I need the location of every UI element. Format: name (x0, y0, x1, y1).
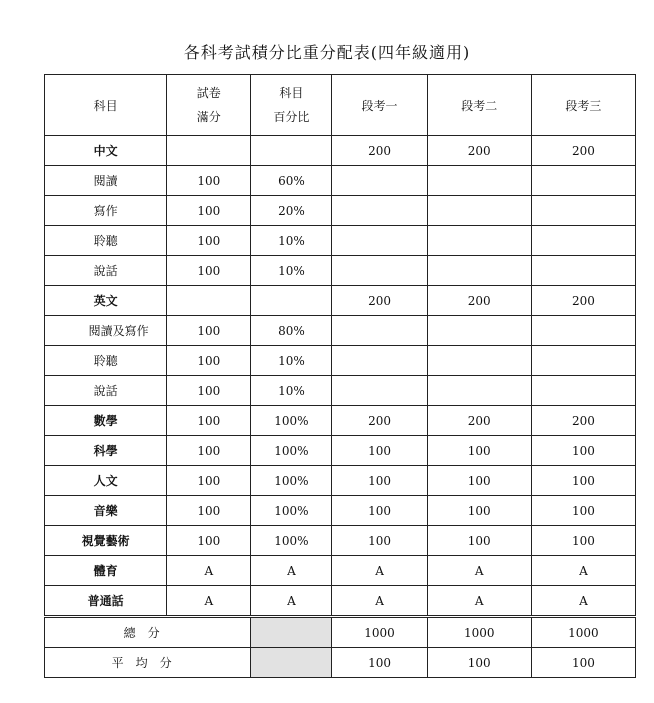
header-percentage (251, 75, 332, 136)
table-row (45, 166, 636, 196)
percentage-cell: A (251, 556, 332, 586)
exam-3-cell (531, 316, 635, 346)
exam-1-cell: 200 (332, 136, 427, 166)
full-score-cell: 100 (167, 466, 251, 496)
full-score-cell: 100 (167, 406, 251, 436)
exam-3-cell (531, 346, 635, 376)
exam-1-cell (332, 196, 427, 226)
full-score-cell: 100 (167, 436, 251, 466)
exam-1-cell (332, 346, 427, 376)
subject-cell: 音樂 (45, 496, 167, 526)
exam-2-cell (427, 196, 531, 226)
exam-1-cell: 100 (332, 526, 427, 556)
total-blank-cell (251, 617, 332, 648)
average-row (45, 648, 636, 678)
percentage-cell: 100% (251, 526, 332, 556)
score-weight-table (44, 74, 636, 678)
exam-2-cell (427, 166, 531, 196)
percentage-cell: 20% (251, 196, 332, 226)
subject-cell: 英文 (45, 286, 167, 316)
full-score-cell: 100 (167, 256, 251, 286)
total-label: 總分 (45, 617, 251, 648)
exam-1-cell (332, 376, 427, 406)
subject-cell: 閱讀及寫作 (45, 316, 167, 346)
exam-2-cell: A (427, 586, 531, 617)
percentage-cell (251, 136, 332, 166)
percentage-cell: 10% (251, 346, 332, 376)
full-score-cell: 100 (167, 496, 251, 526)
exam-1-cell (332, 226, 427, 256)
exam-3-cell: 100 (531, 496, 635, 526)
subject-cell: 中文 (45, 136, 167, 166)
exam-2-cell (427, 316, 531, 346)
average-blank-cell (251, 648, 332, 678)
percentage-cell: 60% (251, 166, 332, 196)
subject-cell: 科學 (45, 436, 167, 466)
table-row (45, 436, 636, 466)
header-exam-1: 段考一 (332, 75, 427, 136)
exam-3-cell: 100 (531, 526, 635, 556)
percentage-cell: 100% (251, 436, 332, 466)
table-row (45, 256, 636, 286)
header-percentage-line2: 百分比 (273, 110, 310, 124)
exam-1-cell (332, 166, 427, 196)
header-full-score-line2: 滿分 (196, 110, 221, 124)
average-exam-1: 100 (332, 648, 427, 678)
percentage-cell: 10% (251, 376, 332, 406)
table-row (45, 226, 636, 256)
exam-3-cell: 100 (531, 436, 635, 466)
full-score-cell: 100 (167, 346, 251, 376)
subject-cell: 說話 (45, 256, 167, 286)
full-score-cell (167, 136, 251, 166)
exam-2-cell: 100 (427, 466, 531, 496)
subject-cell: 視覺藝術 (45, 526, 167, 556)
exam-1-cell: 100 (332, 496, 427, 526)
table-row (45, 586, 636, 617)
table-row (45, 406, 636, 436)
exam-2-cell: 200 (427, 406, 531, 436)
table-row (45, 346, 636, 376)
percentage-cell (251, 286, 332, 316)
full-score-cell: 100 (167, 196, 251, 226)
average-exam-2: 100 (427, 648, 531, 678)
exam-2-cell (427, 226, 531, 256)
full-score-cell: 100 (167, 376, 251, 406)
exam-3-cell (531, 256, 635, 286)
percentage-cell: 100% (251, 496, 332, 526)
percentage-cell: 80% (251, 316, 332, 346)
full-score-cell: 100 (167, 316, 251, 346)
full-score-cell: 100 (167, 526, 251, 556)
percentage-cell: 100% (251, 466, 332, 496)
exam-1-cell: 200 (332, 286, 427, 316)
percentage-cell: 10% (251, 256, 332, 286)
page-title: 各科考試積分比重分配表(四年級適用) (183, 43, 471, 62)
average-label: 平均分 (45, 648, 251, 678)
header-exam-2: 段考二 (427, 75, 531, 136)
header-subject: 科目 (45, 75, 167, 136)
subject-cell: 聆聽 (45, 346, 167, 376)
exam-2-cell (427, 346, 531, 376)
table-row (45, 376, 636, 406)
table-row (45, 136, 636, 166)
subject-cell: 聆聽 (45, 226, 167, 256)
table-row (45, 556, 636, 586)
subject-cell: 說話 (45, 376, 167, 406)
table-header-row (45, 75, 636, 136)
subject-cell: 數學 (45, 406, 167, 436)
exam-2-cell: 100 (427, 496, 531, 526)
exam-3-cell (531, 166, 635, 196)
subject-cell: 普通話 (45, 586, 167, 617)
exam-1-cell (332, 256, 427, 286)
table-row (45, 286, 636, 316)
exam-3-cell (531, 226, 635, 256)
table-row (45, 466, 636, 496)
full-score-cell: 100 (167, 166, 251, 196)
header-exam-3: 段考三 (531, 75, 635, 136)
header-percentage-line1: 科目 (279, 86, 304, 100)
table-row (45, 496, 636, 526)
percentage-cell: 10% (251, 226, 332, 256)
table-row (45, 526, 636, 556)
exam-1-cell: 200 (332, 406, 427, 436)
exam-2-cell: 100 (427, 436, 531, 466)
exam-3-cell: 200 (531, 406, 635, 436)
exam-1-cell: A (332, 586, 427, 617)
exam-2-cell: 200 (427, 286, 531, 316)
exam-2-cell (427, 256, 531, 286)
percentage-cell: 100% (251, 406, 332, 436)
exam-1-cell: A (332, 556, 427, 586)
subject-cell: 人文 (45, 466, 167, 496)
exam-3-cell: A (531, 586, 635, 617)
total-exam-3: 1000 (531, 617, 635, 648)
subject-cell: 體育 (45, 556, 167, 586)
exam-3-cell (531, 196, 635, 226)
total-exam-1: 1000 (332, 617, 427, 648)
exam-3-cell: 100 (531, 466, 635, 496)
exam-2-cell: 200 (427, 136, 531, 166)
total-exam-2: 1000 (427, 617, 531, 648)
exam-2-cell: A (427, 556, 531, 586)
table-row (45, 196, 636, 226)
exam-1-cell: 100 (332, 466, 427, 496)
exam-3-cell (531, 376, 635, 406)
exam-1-cell (332, 316, 427, 346)
table-row (45, 316, 636, 346)
exam-2-cell (427, 376, 531, 406)
subject-cell: 閱讀 (45, 166, 167, 196)
full-score-cell (167, 286, 251, 316)
exam-1-cell: 100 (332, 436, 427, 466)
full-score-cell: A (167, 586, 251, 617)
exam-3-cell: 200 (531, 286, 635, 316)
percentage-cell: A (251, 586, 332, 617)
subject-cell: 寫作 (45, 196, 167, 226)
header-full-score (167, 75, 251, 136)
exam-3-cell: A (531, 556, 635, 586)
full-score-cell: 100 (167, 226, 251, 256)
exam-3-cell: 200 (531, 136, 635, 166)
average-exam-3: 100 (531, 648, 635, 678)
total-row (45, 617, 636, 648)
header-full-score-line1: 試卷 (196, 86, 221, 100)
exam-2-cell: 100 (427, 526, 531, 556)
full-score-cell: A (167, 556, 251, 586)
